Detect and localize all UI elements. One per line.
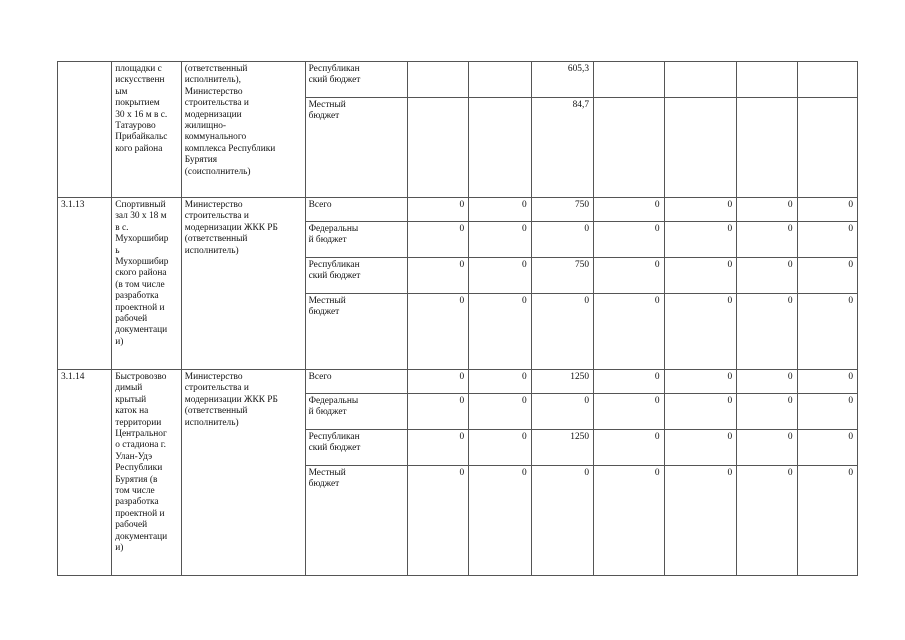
value-cell: 1250 <box>531 430 593 466</box>
value-cell: 0 <box>469 294 531 370</box>
source-label: Местный бюджет <box>305 98 407 198</box>
source-label: Местный бюджет <box>305 294 407 370</box>
value-cell <box>664 62 737 98</box>
value-cell: 0 <box>797 466 857 576</box>
source-label: Всего <box>305 370 407 394</box>
value-cell: 0 <box>594 370 665 394</box>
value-cell: 0 <box>407 258 468 294</box>
table-row <box>58 370 858 394</box>
value-cell: 750 <box>531 258 593 294</box>
value-cell: 0 <box>407 466 468 576</box>
value-cell <box>797 98 857 198</box>
source-label: Всего <box>305 198 407 222</box>
value-cell: 0 <box>737 370 797 394</box>
code-cell: 3.1.14 <box>58 370 112 576</box>
value-cell: 605,3 <box>531 62 593 98</box>
value-cell <box>407 98 468 198</box>
value-cell: 0 <box>664 258 737 294</box>
value-cell: 0 <box>737 198 797 222</box>
value-cell: 0 <box>737 430 797 466</box>
value-cell <box>594 62 665 98</box>
value-cell: 0 <box>797 370 857 394</box>
value-cell: 0 <box>531 222 593 258</box>
code-cell <box>58 62 112 198</box>
value-cell: 0 <box>469 394 531 430</box>
value-cell: 0 <box>407 198 468 222</box>
value-cell: 0 <box>407 222 468 258</box>
value-cell: 0 <box>469 466 531 576</box>
value-cell: 0 <box>531 394 593 430</box>
source-label: Федеральны й бюджет <box>305 394 407 430</box>
value-cell: 0 <box>797 258 857 294</box>
value-cell: 1250 <box>531 370 593 394</box>
value-cell: 0 <box>737 258 797 294</box>
value-cell: 0 <box>797 430 857 466</box>
value-cell <box>407 62 468 98</box>
value-cell: 0 <box>594 466 665 576</box>
value-cell: 0 <box>594 198 665 222</box>
value-cell: 0 <box>469 222 531 258</box>
value-cell: 84,7 <box>531 98 593 198</box>
value-cell <box>469 62 531 98</box>
value-cell: 0 <box>407 394 468 430</box>
table-body <box>58 62 858 576</box>
value-cell: 0 <box>797 294 857 370</box>
event-name-cell: площадки с искусственн ым покрытием 30 х 16 м в с. Татаурово Прибайкальс кого района <box>112 62 182 198</box>
value-cell: 0 <box>594 394 665 430</box>
value-cell: 0 <box>664 466 737 576</box>
value-cell: 0 <box>594 222 665 258</box>
value-cell <box>737 98 797 198</box>
value-cell: 0 <box>407 294 468 370</box>
source-label: Федеральны й бюджет <box>305 222 407 258</box>
value-cell: 0 <box>469 198 531 222</box>
value-cell: 0 <box>664 430 737 466</box>
value-cell <box>797 62 857 98</box>
responsible-cell: Министерство строительства и модернизации ЖКК РБ (ответственный исполнитель) <box>181 370 305 576</box>
value-cell <box>469 98 531 198</box>
value-cell: 0 <box>737 466 797 576</box>
value-cell: 0 <box>469 430 531 466</box>
value-cell: 0 <box>407 370 468 394</box>
value-cell: 0 <box>664 370 737 394</box>
value-cell <box>737 62 797 98</box>
value-cell: 0 <box>469 370 531 394</box>
value-cell: 0 <box>469 258 531 294</box>
code-cell: 3.1.13 <box>58 198 112 370</box>
value-cell: 0 <box>797 394 857 430</box>
value-cell: 0 <box>737 394 797 430</box>
source-label: Республикан ский бюджет <box>305 430 407 466</box>
value-cell: 0 <box>531 466 593 576</box>
value-cell: 0 <box>531 294 593 370</box>
table-row <box>58 198 858 222</box>
value-cell: 0 <box>407 430 468 466</box>
event-name-cell: Спортивный зал 30 х 18 м в с. Мухоршибир ь Мухоршибир ского района (в том числе разработка проектной и рабочей документаци и) <box>112 198 182 370</box>
source-label: Местный бюджет <box>305 466 407 576</box>
value-cell: 0 <box>664 394 737 430</box>
responsible-cell: (ответственный исполнитель), Министерство строительства и модернизации жилищно- коммунального комплекса Республики Бурятия (соисполнитель) <box>181 62 305 198</box>
value-cell: 0 <box>664 198 737 222</box>
value-cell <box>594 98 665 198</box>
budget-table <box>57 61 858 576</box>
value-cell <box>664 98 737 198</box>
value-cell: 0 <box>594 430 665 466</box>
value-cell: 0 <box>737 222 797 258</box>
value-cell: 0 <box>594 294 665 370</box>
responsible-cell: Министерство строительства и модернизации ЖКК РБ (ответственный исполнитель) <box>181 198 305 370</box>
value-cell: 750 <box>531 198 593 222</box>
event-name-cell: Быстровозво димый крытый каток на территории Центральног о стадиона г. Улан-Удэ Республики Бурятия (в том числе разработка проектной и рабочей документаци и) <box>112 370 182 576</box>
value-cell: 0 <box>594 258 665 294</box>
value-cell: 0 <box>664 294 737 370</box>
value-cell: 0 <box>797 198 857 222</box>
value-cell: 0 <box>797 222 857 258</box>
value-cell: 0 <box>664 222 737 258</box>
source-label: Республикан ский бюджет <box>305 258 407 294</box>
table-row <box>58 62 858 98</box>
value-cell: 0 <box>737 294 797 370</box>
source-label: Республикан ский бюджет <box>305 62 407 98</box>
